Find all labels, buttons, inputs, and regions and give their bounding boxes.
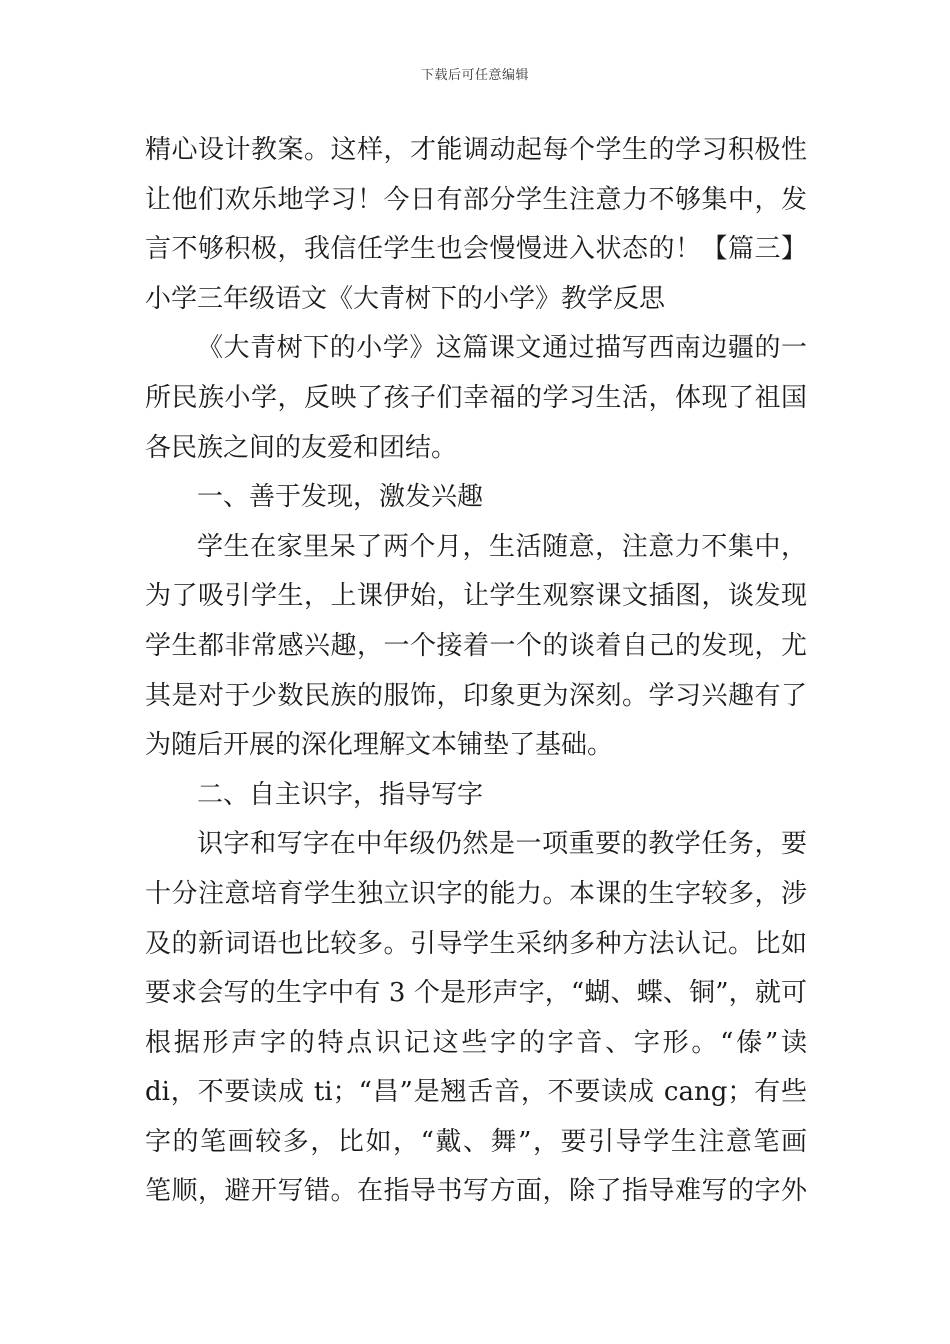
text-line-16: 十分注意培育学生独立识字的能力。本课的生字较多，涉	[145, 878, 807, 909]
text-line-3: 言不够积极，我信任学生也会慢慢进入状态的！【篇三】	[145, 234, 807, 265]
text-line-9: 学生在家里呆了两个月，生活随意，注意力不集中，	[197, 531, 807, 562]
text-line-21: 字的笔画较多，比如，“戴、舞”，要引导学生注意笔画	[145, 1126, 807, 1157]
text-line-19: 根据形声字的特点识记这些字的字音、字形。“傣”读	[145, 1027, 807, 1058]
text-line-17: 及的新词语也比较多。引导学生采纳多种方法认记。比如	[145, 928, 807, 959]
text-line-12: 其是对于少数民族的服饰，印象更为深刻。学习兴趣有了	[145, 680, 807, 711]
document-body	[145, 126, 807, 1217]
text-line-2: 让他们欢乐地学习！今日有部分学生注意力不够集中，发	[145, 184, 807, 215]
text-line-20: di，不要读成 ti；“昌”是翘舌音，不要读成 cang；有些	[145, 1077, 807, 1108]
section-heading-1: 一、善于发现，激发兴趣	[197, 482, 484, 513]
text-line-4: 小学三年级语文《大青树下的小学》教学反思	[145, 283, 666, 314]
text-line-22: 笔顺，避开写错。在指导书写方面，除了指导难写的字外	[145, 1176, 807, 1207]
text-line-6: 所民族小学，反映了孩子们幸福的学习生活，体现了祖国	[145, 382, 807, 413]
text-line-18: 要求会写的生字中有 3 个是形声字，“蝴、蝶、铜”，就可	[145, 978, 807, 1009]
text-line-15: 识字和写字在中年级仍然是一项重要的教学任务，要	[197, 829, 807, 860]
text-line-13: 为随后开展的深化理解文本铺垫了基础。	[145, 730, 614, 761]
section-heading-2: 二、自主识字，指导写字	[197, 779, 484, 810]
page-header: 下载后可任意编辑	[420, 68, 529, 83]
text-line-7: 各民族之间的友爱和团结。	[145, 432, 458, 463]
text-line-5: 《大青树下的小学》这篇课文通过描写西南边疆的一	[197, 333, 807, 364]
text-line-11: 学生都非常感兴趣，一个接着一个的谈着自己的发现，尤	[145, 630, 807, 661]
text-line-1: 精心设计教案。这样，才能调动起每个学生的学习积极性	[145, 135, 807, 165]
text-line-10: 为了吸引学生，上课伊始，让学生观察课文插图，谈发现	[145, 581, 807, 612]
